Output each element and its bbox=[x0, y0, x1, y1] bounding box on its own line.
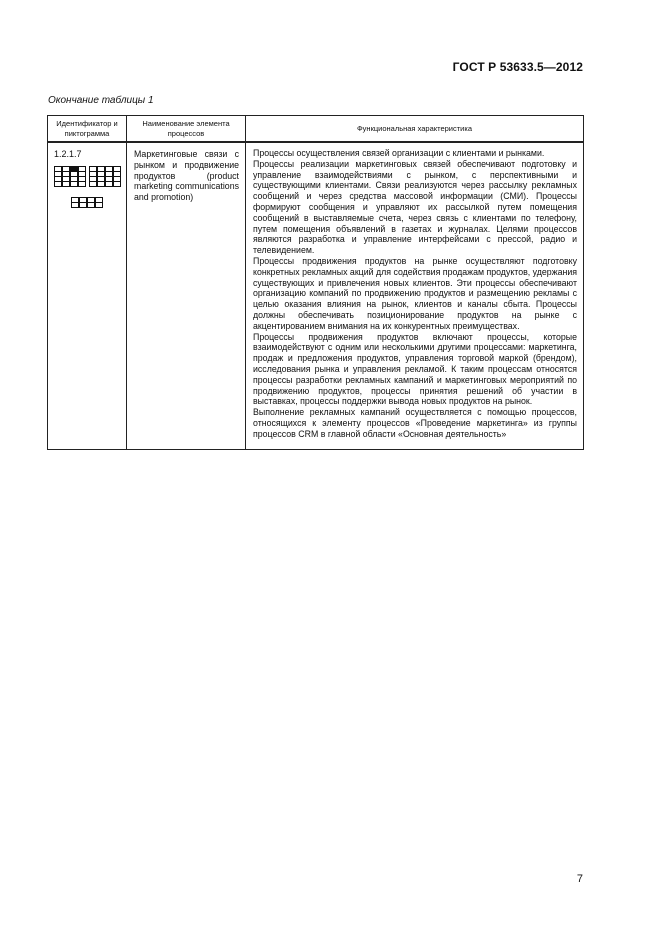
pictogram-cell bbox=[97, 181, 105, 187]
pictogram-cell bbox=[70, 181, 78, 187]
pictogram-cell bbox=[95, 202, 103, 208]
pictogram-cell bbox=[54, 181, 62, 187]
pictogram-cell bbox=[87, 202, 95, 208]
pictogram-cell bbox=[105, 181, 113, 187]
characteristic-paragraph: Выполнение рекламных кампаний осуществляется с помощью процессов, относящихся к элементу процессов «Проведение маркетинга» из группы процессов CRM в главной области «Основная деятельность» bbox=[253, 407, 577, 439]
characteristic-paragraph: Процессы реализации маркетинговых связей обеспечивают подготовку и управление взаимодействиями с рынком, с перспективными и существующими клиентами. Связи реализуются через рассылку рекламных сообщений и через средства массовой информации (СМИ). Процессы формируют сообщения и управляют их рассылкой путем помещения сообщений в выставляемые счета, через связь с клиентами по телефону, путем помещения объявлений в газетах и журналах. Целями процессов являются разработка и управление интерфейсами с прессой, радио и телевидением. bbox=[253, 158, 577, 256]
standard-header: ГОСТ Р 53633.5—2012 bbox=[452, 60, 583, 74]
characteristic-cell bbox=[246, 142, 584, 449]
pictogram-cell bbox=[79, 202, 87, 208]
pictogram-cell bbox=[113, 181, 121, 187]
characteristic-paragraph: Процессы продвижения продуктов на рынке осуществляют подготовку конкретных рекламных акций для содействия продажам продуктов, удержания существующих и привлечения новых клиентов. Эти процессы обеспечивают организацию компаний по продвижению продуктов и размещению рекламы с целью оказания влияния на рынок, клиентов и каналы сбыта. Процессы должны обеспечивать позиционирование продуктов на рынке с акцентированием внимания на их конкурентных преимуществах. bbox=[253, 255, 578, 331]
page-number: 7 bbox=[576, 873, 583, 885]
table-row bbox=[48, 142, 584, 449]
element-name-cell bbox=[127, 142, 246, 449]
identifier-cell bbox=[48, 142, 127, 449]
process-table bbox=[47, 115, 584, 450]
process-pictogram-icon bbox=[54, 166, 118, 216]
pictogram-cell bbox=[71, 202, 79, 208]
table-header-row bbox=[48, 116, 584, 143]
header-characteristic: Функциональная характеристика bbox=[246, 116, 584, 143]
pictogram-cell bbox=[89, 181, 97, 187]
identifier-text: 1.2.1.7 bbox=[54, 149, 82, 159]
header-identifier: Идентификатор и пиктограмма bbox=[48, 116, 127, 143]
header-element-name: Наименование элемента процессов bbox=[127, 116, 246, 143]
element-name-text: Маркетинговые связи с рынком и продвижение продуктов (product marketing communications and promotion) bbox=[134, 149, 239, 203]
table-caption: Окончание таблицы 1 bbox=[48, 95, 154, 106]
pictogram-cell bbox=[62, 181, 70, 187]
characteristic-paragraph: Процессы осуществления связей организации с клиентами и рынками. bbox=[253, 148, 545, 158]
pictogram-cell bbox=[78, 181, 86, 187]
characteristic-paragraph: Процессы продвижения продуктов включают процессы, которые взаимодействуют с одним или несколькими другими процессами: маркетинга, продаж и предложения продуктов, управления торговой маркой (брендом), исследования рынка и управления рекламой. К таким процессам относятся процессы разработки рекламных кампаний и маркетинговых мероприятий по продвижению продуктов, процессы принятия решений об участии в выставках, процессы поддержки вывода новых продуктов на рынок. bbox=[253, 331, 577, 407]
